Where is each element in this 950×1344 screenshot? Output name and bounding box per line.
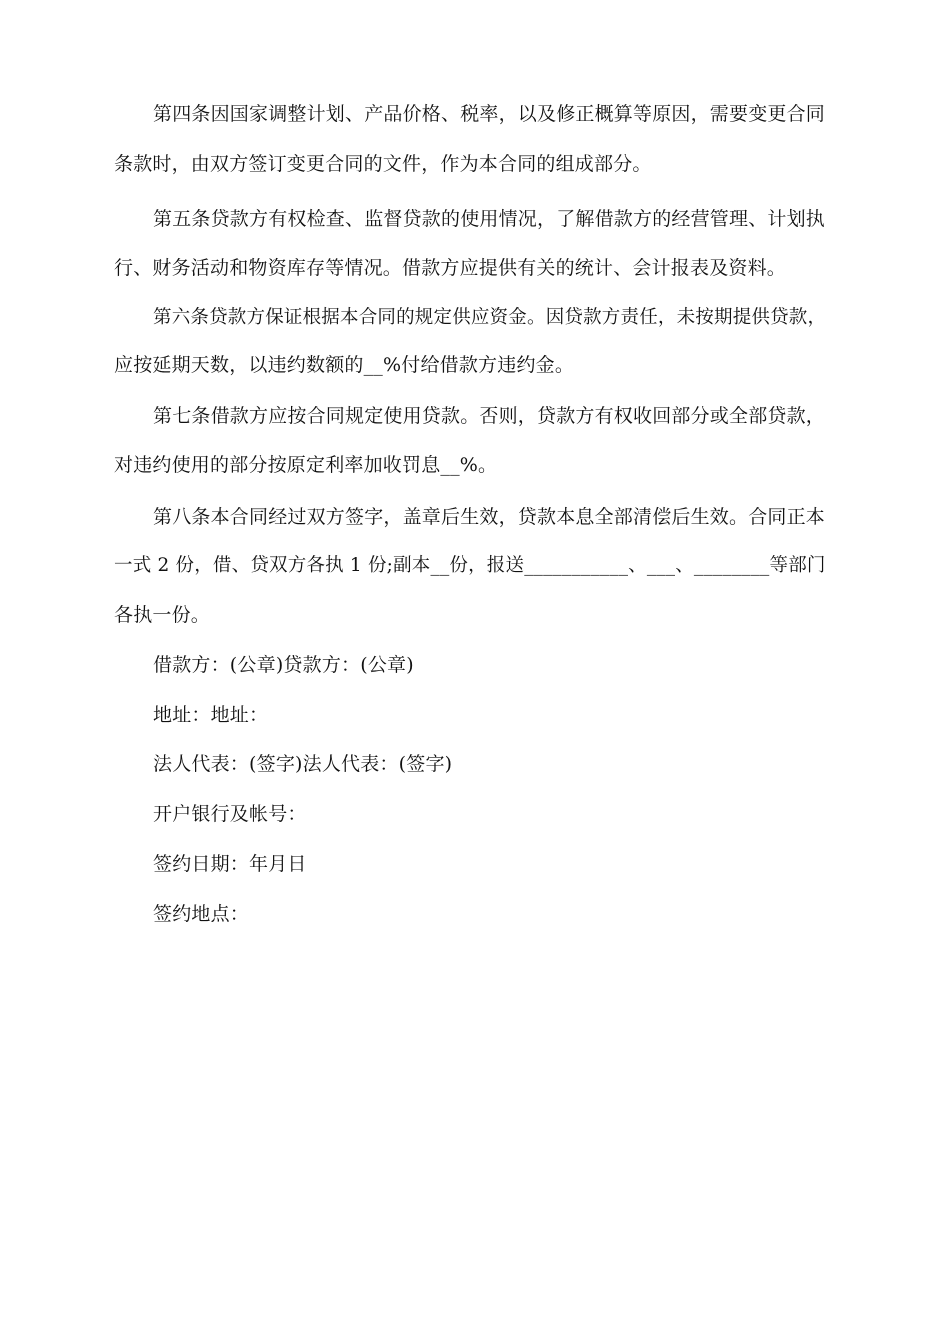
signing-place-line: 签约地点： <box>153 903 250 925</box>
article-5-line-2: 行、财务活动和物资库存等情况。借款方应提供有关的统计、会计报表及资料。 <box>114 257 787 279</box>
article-6-line-1: 第六条贷款方保证根据本合同的规定供应资金。因贷款方责任，未按期提供贷款， <box>153 307 827 328</box>
article-4-line-2: 条款时，由双方签订变更合同的文件，作为本合同的组成部分。 <box>114 153 652 175</box>
signing-date-line: 签约日期：年月日 <box>153 853 307 875</box>
article-8-line-2: 一式 2 份，借、贷双方各执 1 份;副本__份，报送___________、___、________等部门 <box>114 555 826 576</box>
article-6-line-2: 应按延期天数，以违约数额的__%付给借款方违约金。 <box>114 354 575 376</box>
address-line: 地址：地址： <box>153 704 269 726</box>
article-5-line-1: 第五条贷款方有权检查、监督贷款的使用情况，了解借款方的经营管理、计划执 <box>153 208 826 230</box>
article-8-line-1: 第八条本合同经过双方签字，盖章后生效，贷款本息全部清偿后生效。合同正本 <box>153 506 826 528</box>
signatory-seal-line: 借款方：(公章)贷款方：(公章) <box>153 654 414 676</box>
article-4-line-1: 第四条因国家调整计划、产品价格、税率，以及修正概算等原因，需要变更合同 <box>153 103 826 125</box>
article-7-line-1: 第七条借款方应按合同规定使用贷款。否则，贷款方有权收回部分或全部贷款， <box>153 405 826 427</box>
legal-representative-line: 法人代表：(签字)法人代表：(签字) <box>153 753 453 775</box>
article-8-line-3: 各执一份。 <box>114 604 211 626</box>
bank-account-line: 开户银行及帐号： <box>153 803 307 825</box>
article-7-line-2: 对违约使用的部分按原定利率加收罚息__%。 <box>114 454 498 476</box>
